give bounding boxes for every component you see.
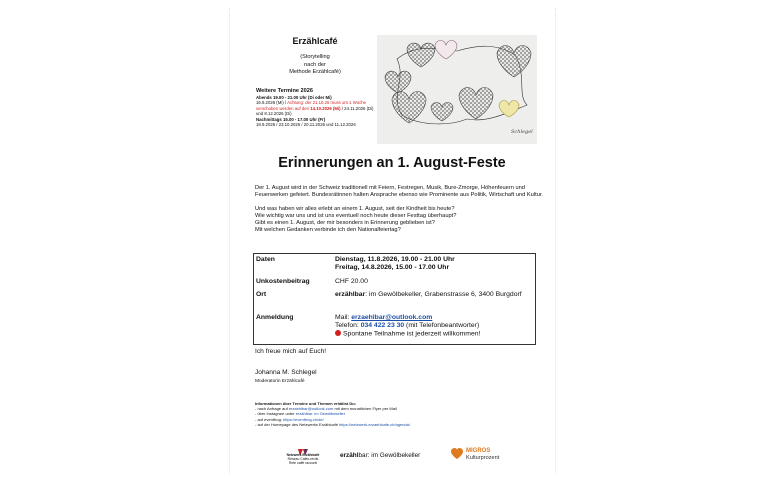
erzaehlbar-logo: erzählbar: im Gewölbekeller [340, 452, 421, 459]
cost-label: Unkostenbeitrag [256, 278, 310, 285]
dates-label: Daten [256, 256, 275, 263]
closing-line: Ich freue mich auf Euch! [255, 348, 327, 355]
intro-paragraph: Der 1. August wird in der Schweiz traditionell mit Feiern, Festregen, Musik, Bure-Zmorge, Höhenfeuern und Feuerwerken gefeiert. Bundesrätinnen halten Ansprache ebenso wie Prominente aus Politik, Wirtschaft und Kultur. [255, 185, 544, 198]
artwork-signature: Schlegel [511, 129, 533, 135]
header-title: Erzählcafé [292, 36, 338, 46]
registration-label: Anmeldung [256, 314, 294, 321]
signature-role: Moderatorin Erzählcafé [255, 379, 305, 384]
dates-value: Dienstag, 11.8.2026, 19.00 - 21.00 Uhr Freitag, 14.8.2026, 15.00 - 17.00 Uhr [335, 256, 455, 272]
email-link[interactable]: erzaehlbar@outlook.com [351, 314, 433, 321]
signature-name: Johanna M. Schlegel [255, 369, 317, 376]
footer-instagram-link[interactable]: erzählbar. im Gewölbekeller [295, 411, 346, 417]
schedule-block [256, 88, 374, 127]
question-paragraph: Und was haben wir alles erlebt an einem 1. August, seit der Kindheit bis heute? Wie wichtig war uns und ist uns eventuell noch heute dieser Festtag überhaupt? Gibt es einen 1. August, der mir besonders in Erinnerung geblieben ist? Mit welchen Gedanken verbinde ich den Nationalfeiertag? [255, 206, 457, 233]
main-title: Erinnerungen an 1. August-Feste [278, 155, 506, 171]
place-value: erzählbar: im Gewölbekeller, Grabenstrasse 6, 3400 Burgdorf [335, 291, 522, 298]
place-label: Ort [256, 291, 267, 298]
evening-dates: 16.9.2026 (Mi) / Achtung: der 21.10.26 muss um 1 Woche verschoben werden auf den 14.10.2026 (Mi) / 24.11.2026 (Di) und 8.12.2026 (Di) [256, 100, 374, 117]
heart-artwork [377, 35, 537, 144]
footer-info: Informationen über Termine und Themen erhältst Du: - nach Anfrage auf erzaehlbar@outlook.com mit dem monatlichen Flyer per Mail - über Instagram unter erzählbar. im Gewölbekeller - auf eventfrog: https://eventfrog.ch/de/ - auf der Homepage des Netzwerks Erzählcafé https://netzwerk-erzaehlcafe.ch/agenda/ [255, 401, 410, 427]
schedule-heading: Weitere Termine 2026 [256, 88, 314, 94]
registration-value: Mail: erzaehlbar@outlook.com Telefon: 034 422 23 30 (mit Telefonbeantworter) Spontane Teilnahme ist jederzeit willkommen! [335, 314, 481, 338]
footer-email-link[interactable]: erzaehlbar@outlook.com [288, 406, 334, 412]
netzwerk-logo: Netzwerk Erzählcafé Réseau Cafés-récits Rete caffè racconti [272, 444, 334, 466]
intro-text [255, 185, 547, 241]
migros-heart-icon [450, 447, 464, 461]
event-info-table [253, 253, 536, 345]
migros-logo: MIGROS Kulturprozent [450, 447, 520, 465]
afternoon-dates: 18.9.2026 / 23.10.2026 / 20.11.2026 und 11.12.2026 [256, 122, 356, 128]
heart-drawing [377, 35, 537, 144]
footer-eventfrog-link[interactable]: https://eventfrog.ch/de/ [283, 416, 324, 422]
header-subtitle: (Storytelling nach der Methode Erzählcafé) [289, 54, 341, 76]
footer-homepage-link[interactable]: https://netzwerk-erzaehlcafe.ch/agenda/ [339, 421, 410, 427]
evening-label: Abends 19.00 - 21.00 Uhr (Di oder Mi) [256, 95, 332, 100]
warning-icon [335, 330, 341, 336]
phone-number[interactable]: 034 422 23 30 [360, 322, 405, 330]
afternoon-label: Nachmittags 15.00 - 17.00 Uhr (Fr) [256, 116, 326, 122]
cost-value: CHF 20.00 [335, 278, 368, 285]
